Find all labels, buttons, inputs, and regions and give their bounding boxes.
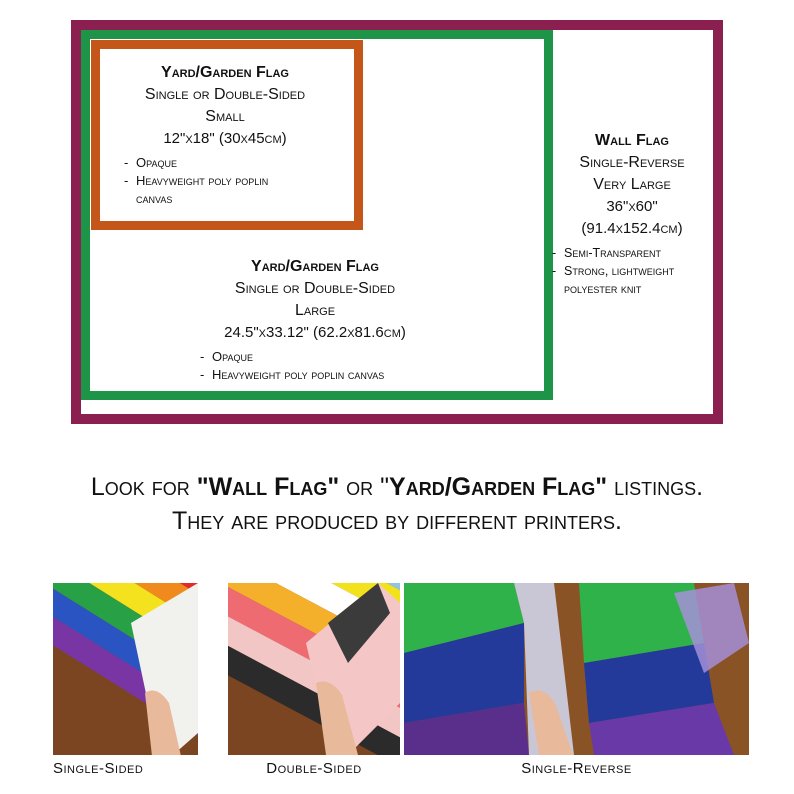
note-prefix: Look for <box>90 473 197 501</box>
wall-flag-dimensions-metric: (91.4x152.4cm) <box>581 220 683 237</box>
feature-item: - Heavyweight poly poplin <box>124 172 350 190</box>
small-flag-title: Yard/Garden Flag <box>161 64 289 81</box>
small-flag-size-name: Small <box>205 108 245 125</box>
wall-flag-title: Wall Flag <box>595 132 669 149</box>
caption-double-sided: Double-Sided <box>266 760 362 777</box>
single-sided-flag-photo <box>53 583 198 755</box>
feature-item: - Heavyweight poly poplin canvas <box>200 366 470 384</box>
small-flag-sides: Single or Double-Sided <box>144 86 306 103</box>
caption-single-reverse: Single-Reverse <box>521 760 632 777</box>
large-flag-title: Yard/Garden Flag <box>251 258 379 275</box>
feature-item-continued: canvas <box>136 191 173 206</box>
wall-flag-size-name: Very Large <box>593 176 671 193</box>
large-flag-sides: Single or Double-Sided <box>234 280 396 297</box>
wall-flag-info <box>552 130 712 298</box>
note-yard-flag: Yard/Garden Flag" <box>389 473 608 501</box>
note-suffix: listings. <box>607 473 704 501</box>
caption-single-sided: Single-Sided <box>53 760 144 777</box>
large-flag-size-name: Large <box>294 302 336 319</box>
feature-item: - Opaque <box>124 154 350 172</box>
double-sided-flag-photo <box>228 583 400 755</box>
large-flag-features <box>200 348 470 384</box>
wall-flag-features <box>552 244 712 298</box>
feature-item: - Strong, lightweight <box>552 262 712 280</box>
small-flag-features <box>124 154 350 208</box>
listing-note <box>0 470 794 538</box>
single-reverse-flag-photo <box>404 583 749 755</box>
large-flag-info <box>160 256 470 384</box>
listing-note-line-2: They are produced by different printers. <box>172 507 622 535</box>
wall-flag-dimensions: 36"x60" <box>606 198 658 215</box>
note-wall-flag: "Wall Flag" <box>196 473 340 501</box>
feature-item-continued: polyester knit <box>564 282 642 296</box>
small-flag-dimensions: 12"x18" (30x45cm) <box>163 130 287 147</box>
note-middle: or " <box>339 473 390 501</box>
feature-item: - Opaque <box>200 348 470 366</box>
large-flag-dimensions: 24.5"x33.12" (62.2x81.6cm) <box>224 324 406 341</box>
small-flag-info <box>100 62 350 208</box>
feature-item: - Semi-Transparent <box>552 244 712 262</box>
listing-note-line-1 <box>0 470 794 504</box>
wall-flag-sides: Single-Reverse <box>579 154 685 171</box>
